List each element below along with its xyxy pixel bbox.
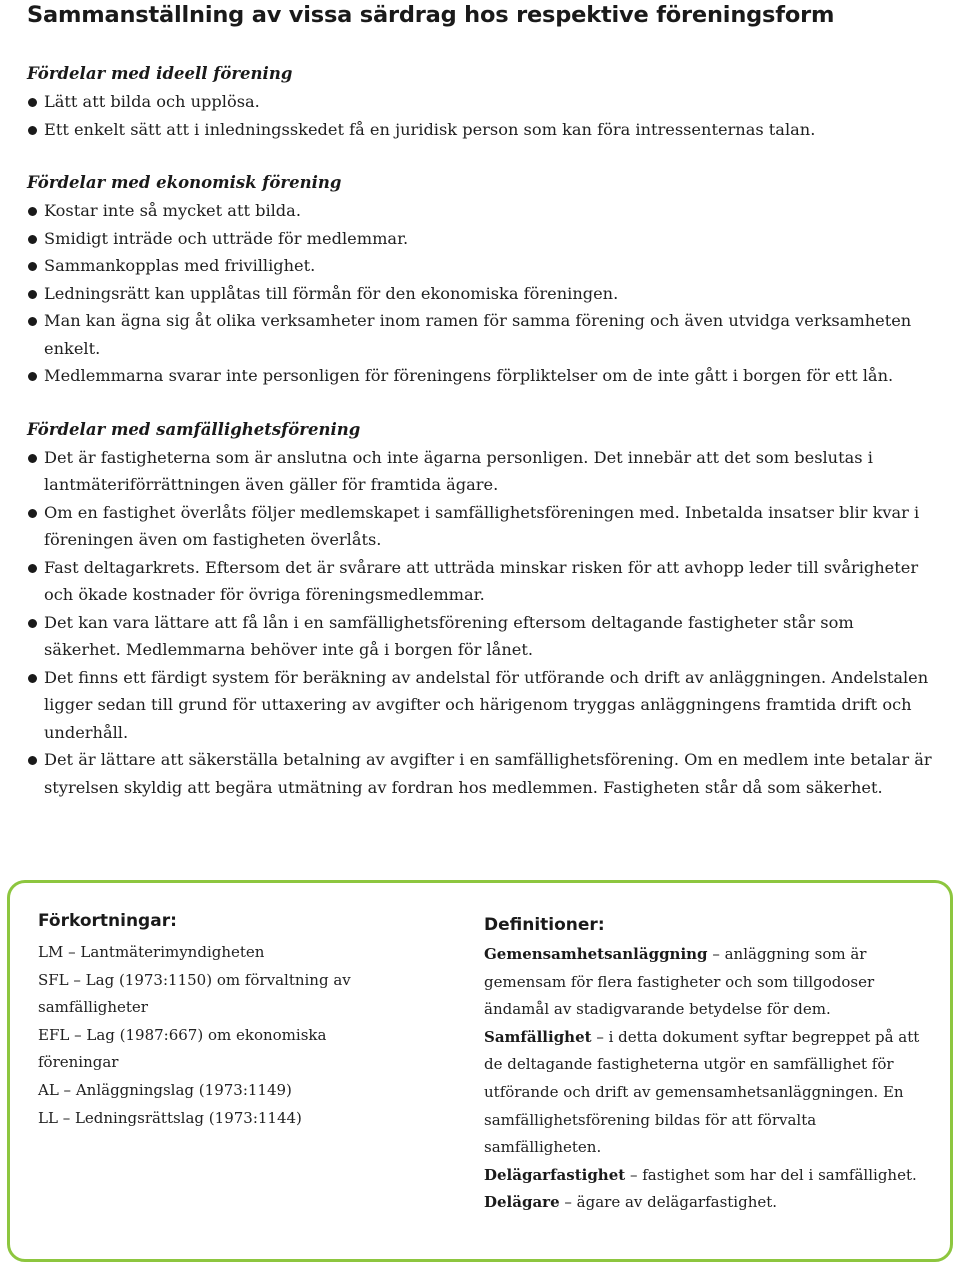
definition-item: [484, 941, 934, 1024]
abbreviations-heading: Förkortningar:: [38, 911, 177, 931]
bullet-icon: [28, 619, 37, 628]
definition-term: Gemensamhetsanläggning: [484, 945, 708, 963]
section-samfallighetsforening: [27, 416, 932, 802]
section-heading: Fördelar med ekonomisk förening: [27, 173, 342, 192]
list-item: Ett enkelt sätt att i inledningsskedet få en juridisk person som kan föra intressenternas talan.: [27, 116, 932, 144]
definition-text: – ägare av delägarfastighet.: [559, 1193, 778, 1212]
definition-text: – i detta dokument syftar begreppet på att de deltagande fastigheterna utgör en samfällighet för utförande och drift av gemensamhetsanläggningen. En samfällighetsförening bildas för att förvalta samfälligheten.: [484, 1027, 920, 1157]
definitions-heading: Definitioner:: [484, 915, 605, 935]
bullet-icon: [28, 290, 37, 299]
bullet-icon: [28, 372, 37, 381]
bullet-icon: [28, 756, 37, 765]
definitions-panel: [484, 909, 934, 1217]
bullet-list: [27, 444, 932, 802]
list-item: Fast deltagarkrets. Eftersom det är svårare att utträda minskar risken för att avhopp leder till svårigheter och ökade kostnader för övriga föreningsmedlemmar.: [27, 554, 932, 609]
bullet-icon: [28, 317, 37, 326]
abbreviation-item: SFL – Lag (1973:1150) om förvaltning av samfälligheter: [38, 970, 351, 1017]
definition-term: Delägare: [484, 1193, 560, 1212]
bullet-icon: [28, 262, 37, 271]
bullet-icon: [28, 235, 37, 244]
list-item: Det kan vara lättare att få lån i en samfällighetsförening eftersom deltagande fastigheter står som säkerhet. Medlemmarna behöver inte gå i borgen för lånet.: [27, 609, 932, 664]
bullet-icon: [28, 564, 37, 573]
document-body: [27, 60, 932, 827]
bullet-list: [27, 88, 932, 143]
list-item: Ledningsrätt kan upplåtas till förmån för den ekonomiska föreningen.: [27, 280, 932, 308]
list-item: Man kan ägna sig åt olika verksamheter inom ramen för samma förening och även utvidga verksamheten enkelt.: [27, 307, 932, 362]
list-item: Det är lättare att säkerställa betalning av avgifter i en samfällighetsförening. Om en medlem inte betalar är styrelsen skyldig att begära utmätning av fordran hos medlemmen. Fastigheten står då som säkerhet.: [27, 746, 932, 801]
list-item: Det finns ett färdigt system för beräkning av andelstal för utförande och drift av anläggningen. Andelstalen ligger sedan till grund för uttaxering av avgifter och härigenom tryggas anläggningens framtida drift och underhåll.: [27, 664, 932, 747]
section-heading: Fördelar med samfällighetsförening: [27, 419, 361, 439]
definition-item: [484, 1024, 934, 1162]
list-item: Om en fastighet överlåts följer medlemskapet i samfällighetsföreningen med. Inbetalda insatser blir kvar i föreningen även om fastigheten överlåts.: [27, 499, 932, 554]
section-ideell-forening: [27, 60, 932, 143]
page-title: Sammanställning av vissa särdrag hos respektive föreningsform: [27, 2, 835, 28]
abbreviation-item: AL – Anläggningslag (1973:1149): [38, 1080, 292, 1099]
bullet-icon: [28, 509, 37, 518]
list-item: Det är fastigheterna som är anslutna och inte ägarna personligen. Det innebär att det som beslutas i lantmäteriförrättningen även gäller för framtida ägare.: [27, 444, 932, 499]
list-item: Medlemmarna svarar inte personligen för föreningens förpliktelser om de inte gått i borgen för ett lån.: [27, 362, 932, 390]
bullet-icon: [28, 98, 37, 107]
list-item: Lätt att bilda och upplösa.: [27, 88, 932, 116]
definition-term: Delägarfastighet: [484, 1165, 626, 1184]
list-item: Smidigt inträde och utträde för medlemmar.: [27, 225, 932, 253]
definition-item: [484, 1189, 934, 1217]
bullet-icon: [28, 674, 37, 683]
bullet-icon: [28, 126, 37, 135]
abbreviation-item: LM – Lantmäterimyndigheten: [38, 943, 265, 961]
abbreviations-panel: [38, 909, 368, 1132]
definition-text: – anläggning som är gemensam för flera fastigheter och som tillgodoser ändamål av stadigvarande betydelse för dem.: [484, 945, 875, 1019]
section-ekonomisk-forening: [27, 169, 932, 390]
definition-item: [484, 1162, 934, 1190]
list-item: Kostar inte så mycket att bilda.: [27, 197, 932, 225]
abbreviation-item: EFL – Lag (1987:667) om ekonomiska föreningar: [38, 1025, 327, 1072]
bullet-list: [27, 197, 932, 390]
bullet-icon: [28, 207, 37, 216]
abbreviation-item: LL – Ledningsrättslag (1973:1144): [38, 1108, 302, 1127]
list-item: Sammankopplas med frivillighet.: [27, 252, 932, 280]
definition-text: – fastighet som har del i samfällighet.: [625, 1165, 917, 1184]
info-box: [7, 880, 953, 1262]
definition-term: Samfällighet: [484, 1027, 592, 1046]
bullet-icon: [28, 454, 37, 463]
section-heading: Fördelar med ideell förening: [27, 64, 293, 83]
